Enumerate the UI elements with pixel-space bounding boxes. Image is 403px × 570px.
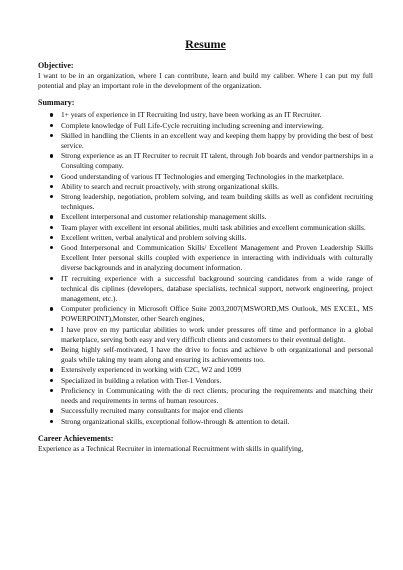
bullet-icon <box>50 185 53 188</box>
summary-item-text: Proficiency in Communicating with the di rect clients, procuring the requirements and matching their needs and requirements in terms of human resources. <box>61 385 373 406</box>
bullet-icon <box>50 113 53 116</box>
summary-item <box>50 131 373 151</box>
bullet-icon <box>50 226 53 229</box>
summary-item <box>50 304 373 324</box>
summary-item <box>50 406 373 416</box>
summary-item <box>50 417 373 427</box>
summary-heading: Summary: <box>38 98 75 108</box>
summary-item-text: Good Interpersonal and Communication Skills/ Excellent Management and Proven Leadership Skills Excellent Inter personal skills coupled with experience in interacting with individuals with culturally diverse backgrounds and in analyzing document information. <box>61 243 373 273</box>
bullet-icon <box>50 195 53 198</box>
bullet-icon <box>50 409 53 412</box>
summary-item-text: Excellent interpersonal and customer relationship management skills. <box>61 212 267 222</box>
summary-item-text: Team player with excellent int ersonal abilities, multi task abilities and excellent communication skills. <box>61 222 366 232</box>
summary-item <box>50 212 373 222</box>
summary-item-text: Strong leadership, negotiation, problem solving, and team building skills as well as confident recruiting techniques. <box>61 192 373 212</box>
summary-item-text: Specialized in building a relation with Tier-1 Vendors. <box>61 375 222 385</box>
bullet-icon <box>50 307 53 310</box>
bullet-icon <box>50 389 53 392</box>
summary-list <box>38 110 373 426</box>
summary-item <box>50 172 373 182</box>
summary-item <box>50 223 373 233</box>
summary-item-text: Excellent written, verbal analytical and problem solving skills. <box>61 232 247 242</box>
bullet-icon <box>50 277 53 280</box>
summary-item <box>50 386 373 406</box>
summary-item <box>50 121 373 131</box>
summary-item <box>50 365 373 375</box>
summary-item <box>50 182 373 192</box>
bullet-icon <box>50 215 53 218</box>
summary-item-text: Ability to search and recruit proactively, with strong organizational skills. <box>61 181 279 191</box>
bullet-icon <box>50 175 53 178</box>
summary-item-text: I have prov en my particular abilities to work under pressures off time and performance in a global marketplace, serving both easy and very difficult clients and customers to their eventual delight. <box>61 324 373 344</box>
summary-item-text: Strong organizational skills, exceptional follow-through & attention to detail. <box>61 416 290 426</box>
bullet-icon <box>50 379 53 382</box>
bullet-icon <box>50 134 53 137</box>
summary-item <box>50 274 373 305</box>
summary-item-text: Successfully recruited many consultants for major end clients <box>61 406 244 416</box>
summary-item <box>50 345 373 365</box>
summary-item-text: Being highly self-motivated, I have the drive to focus and achieve b oth organizational and personal goals while taking my team along and ensuring its achievements too. <box>61 345 373 365</box>
summary-item-text: Complete knowledge of Full Life-Cycle recruiting including screening and interviewing. <box>61 120 324 130</box>
summary-item-text: Strong experience as an IT Recruiter to recruit IT talent, through Job boards and vendor partnerships in a Consulting company. <box>61 151 373 171</box>
bullet-icon <box>50 368 53 371</box>
summary-item-text: Extensively experienced in working with C2C, W2 and 1099 <box>61 365 242 375</box>
summary-item-text: 1+ years of experience in IT Recruiting Ind ustry, have been working as an IT Recruiter. <box>61 110 322 120</box>
summary-item-text: Good understanding of various IT Technologies and emerging Technologies in the marketplace. <box>61 171 344 181</box>
summary-item-text: Computer proficiency in Microsoft Office Suite 2003,2007(MSWORD,MS Outlook, MS EXCEL, MS POWERPOINT),Monster, other Search engines, <box>61 304 373 324</box>
summary-item <box>50 376 373 386</box>
bullet-icon <box>50 124 53 127</box>
bullet-icon <box>50 420 53 423</box>
objective-text: I want to be in an organization, where I can contribute, learn and build my caliber. Where I can put my full potential and play an important role in the development of the organization. <box>38 71 373 91</box>
bullet-icon <box>50 348 53 351</box>
bullet-icon <box>50 154 53 157</box>
summary-item <box>50 151 373 171</box>
summary-item-text: Skilled in handling the Clients in an excellent way and keeping them happy by providing the best of best service. <box>61 130 373 151</box>
document-title: Resume <box>185 37 226 51</box>
summary-item <box>50 110 373 120</box>
bullet-icon <box>50 236 53 239</box>
summary-item <box>50 192 373 212</box>
career-achievements-heading: Career Achievements: <box>38 433 114 443</box>
summary-item-text: IT recruiting experience with a successful background sourcing candidates from a wide range of technical dis ciplines (developers, database specialists, technical support, network engineering, project management, etc.). <box>61 273 373 304</box>
summary-item <box>50 325 373 345</box>
bullet-icon <box>50 328 53 331</box>
objective-heading: Objective: <box>38 61 74 70</box>
career-achievements-text: Experience as a Technical Recruiter in international Recruitment with skills in qualifying, <box>38 443 304 453</box>
summary-item <box>50 243 373 274</box>
summary-item <box>50 233 373 243</box>
bullet-icon <box>50 246 53 249</box>
